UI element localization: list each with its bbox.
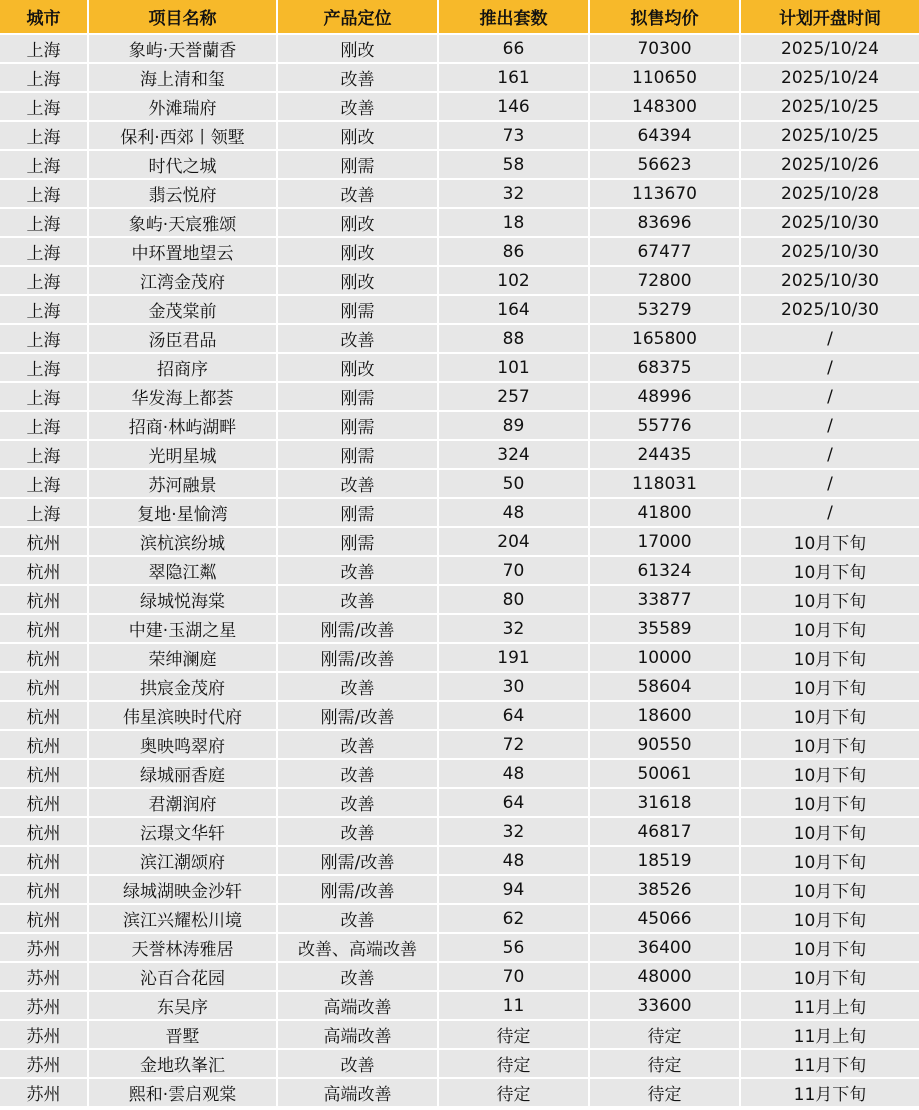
cell-avg-price: 待定: [590, 1079, 741, 1108]
cell-planned-open-date: 10月下旬: [741, 847, 919, 876]
cell-product-positioning: 刚需: [278, 499, 439, 528]
cell-planned-open-date: 10月下旬: [741, 528, 919, 557]
cell-project-name: 江湾金茂府: [89, 267, 278, 296]
cell-city: 上海: [0, 151, 89, 180]
cell-avg-price: 41800: [590, 499, 741, 528]
table-row: [0, 1079, 919, 1108]
cell-product-positioning: 刚需/改善: [278, 702, 439, 731]
header-avg-price: 拟售均价: [590, 0, 741, 35]
cell-units-launched: 204: [439, 528, 590, 557]
cell-planned-open-date: 10月下旬: [741, 557, 919, 586]
cell-units-launched: 50: [439, 470, 590, 499]
cell-avg-price: 148300: [590, 93, 741, 122]
cell-project-name: 天誉林涛雅居: [89, 934, 278, 963]
cell-project-name: 绿城丽香庭: [89, 760, 278, 789]
cell-planned-open-date: 11月下旬: [741, 1050, 919, 1079]
table-row: [0, 1050, 919, 1079]
cell-city: 杭州: [0, 586, 89, 615]
cell-units-launched: 待定: [439, 1021, 590, 1050]
cell-city: 上海: [0, 499, 89, 528]
table-row: [0, 470, 919, 499]
cell-city: 上海: [0, 383, 89, 412]
cell-avg-price: 90550: [590, 731, 741, 760]
cell-project-name: 翡云悦府: [89, 180, 278, 209]
cell-product-positioning: 改善: [278, 963, 439, 992]
table-row: [0, 296, 919, 325]
header-units-launched: 推出套数: [439, 0, 590, 35]
cell-project-name: 汤臣君品: [89, 325, 278, 354]
table-row: [0, 876, 919, 905]
cell-project-name: 金茂棠前: [89, 296, 278, 325]
cell-planned-open-date: 10月下旬: [741, 731, 919, 760]
cell-avg-price: 68375: [590, 354, 741, 383]
cell-project-name: 象屿·天宸雅颂: [89, 209, 278, 238]
cell-units-launched: 32: [439, 818, 590, 847]
cell-project-name: 象屿·天誉蘭香: [89, 35, 278, 64]
cell-planned-open-date: 10月下旬: [741, 789, 919, 818]
header-product-positioning: 产品定位: [278, 0, 439, 35]
cell-project-name: 复地·星愉湾: [89, 499, 278, 528]
cell-avg-price: 36400: [590, 934, 741, 963]
cell-city: 苏州: [0, 1050, 89, 1079]
cell-project-name: 中建·玉湖之星: [89, 615, 278, 644]
cell-units-launched: 70: [439, 963, 590, 992]
cell-planned-open-date: /: [741, 470, 919, 499]
cell-units-launched: 30: [439, 673, 590, 702]
cell-product-positioning: 刚改: [278, 209, 439, 238]
cell-avg-price: 118031: [590, 470, 741, 499]
cell-planned-open-date: /: [741, 441, 919, 470]
cell-avg-price: 48996: [590, 383, 741, 412]
cell-units-launched: 62: [439, 905, 590, 934]
cell-avg-price: 待定: [590, 1021, 741, 1050]
cell-city: 杭州: [0, 731, 89, 760]
cell-product-positioning: 改善: [278, 470, 439, 499]
cell-avg-price: 18519: [590, 847, 741, 876]
cell-product-positioning: 改善: [278, 760, 439, 789]
cell-avg-price: 10000: [590, 644, 741, 673]
cell-planned-open-date: 10月下旬: [741, 760, 919, 789]
cell-units-launched: 324: [439, 441, 590, 470]
cell-city: 苏州: [0, 1021, 89, 1050]
cell-units-launched: 58: [439, 151, 590, 180]
header-city: 城市: [0, 0, 89, 35]
cell-project-name: 金地玖峯汇: [89, 1050, 278, 1079]
cell-city: 杭州: [0, 789, 89, 818]
cell-planned-open-date: /: [741, 354, 919, 383]
cell-units-launched: 80: [439, 586, 590, 615]
cell-planned-open-date: 2025/10/24: [741, 35, 919, 64]
cell-product-positioning: 高端改善: [278, 1079, 439, 1108]
cell-project-name: 中环置地望云: [89, 238, 278, 267]
cell-units-launched: 56: [439, 934, 590, 963]
cell-units-launched: 146: [439, 93, 590, 122]
cell-city: 上海: [0, 209, 89, 238]
cell-units-launched: 48: [439, 499, 590, 528]
cell-product-positioning: 改善: [278, 673, 439, 702]
cell-product-positioning: 改善: [278, 905, 439, 934]
cell-planned-open-date: /: [741, 325, 919, 354]
cell-units-launched: 待定: [439, 1050, 590, 1079]
table-row: [0, 615, 919, 644]
cell-product-positioning: 改善: [278, 1050, 439, 1079]
cell-avg-price: 55776: [590, 412, 741, 441]
cell-units-launched: 161: [439, 64, 590, 93]
cell-product-positioning: 刚改: [278, 267, 439, 296]
cell-units-launched: 102: [439, 267, 590, 296]
cell-product-positioning: 改善: [278, 325, 439, 354]
cell-project-name: 海上清和玺: [89, 64, 278, 93]
cell-project-name: 招商·林屿湖畔: [89, 412, 278, 441]
cell-product-positioning: 改善、高端改善: [278, 934, 439, 963]
table-row: [0, 963, 919, 992]
table-row: [0, 731, 919, 760]
cell-product-positioning: 刚改: [278, 35, 439, 64]
table-row: [0, 122, 919, 151]
cell-units-launched: 48: [439, 847, 590, 876]
cell-avg-price: 61324: [590, 557, 741, 586]
table-row: [0, 35, 919, 64]
cell-avg-price: 83696: [590, 209, 741, 238]
cell-avg-price: 50061: [590, 760, 741, 789]
cell-planned-open-date: 2025/10/25: [741, 93, 919, 122]
cell-planned-open-date: 11月下旬: [741, 1079, 919, 1108]
cell-units-launched: 11: [439, 992, 590, 1021]
cell-planned-open-date: 10月下旬: [741, 934, 919, 963]
table-row: [0, 905, 919, 934]
cell-planned-open-date: 10月下旬: [741, 673, 919, 702]
cell-project-name: 苏河融景: [89, 470, 278, 499]
table-row: [0, 934, 919, 963]
cell-project-name: 滨杭滨纷城: [89, 528, 278, 557]
cell-project-name: 华发海上都荟: [89, 383, 278, 412]
cell-planned-open-date: 2025/10/25: [741, 122, 919, 151]
table-row: [0, 267, 919, 296]
cell-units-launched: 164: [439, 296, 590, 325]
table-row: [0, 209, 919, 238]
cell-avg-price: 46817: [590, 818, 741, 847]
table-row: [0, 93, 919, 122]
cell-product-positioning: 刚需/改善: [278, 876, 439, 905]
table-row: [0, 557, 919, 586]
cell-city: 杭州: [0, 876, 89, 905]
cell-city: 杭州: [0, 905, 89, 934]
cell-avg-price: 72800: [590, 267, 741, 296]
cell-planned-open-date: 11月上旬: [741, 1021, 919, 1050]
cell-units-launched: 73: [439, 122, 590, 151]
cell-avg-price: 58604: [590, 673, 741, 702]
cell-city: 上海: [0, 412, 89, 441]
table-body: [0, 35, 919, 1108]
cell-project-name: 君潮润府: [89, 789, 278, 818]
cell-project-name: 晋墅: [89, 1021, 278, 1050]
cell-avg-price: 53279: [590, 296, 741, 325]
table-header: [0, 0, 919, 35]
cell-product-positioning: 刚需: [278, 412, 439, 441]
cell-city: 上海: [0, 354, 89, 383]
cell-product-positioning: 刚需: [278, 383, 439, 412]
cell-product-positioning: 刚需: [278, 151, 439, 180]
table-row: [0, 180, 919, 209]
cell-avg-price: 48000: [590, 963, 741, 992]
cell-avg-price: 113670: [590, 180, 741, 209]
table-row: [0, 151, 919, 180]
cell-units-launched: 待定: [439, 1079, 590, 1108]
cell-product-positioning: 高端改善: [278, 1021, 439, 1050]
table-row: [0, 441, 919, 470]
cell-product-positioning: 高端改善: [278, 992, 439, 1021]
table-row: [0, 354, 919, 383]
cell-units-launched: 64: [439, 702, 590, 731]
table-row: [0, 644, 919, 673]
cell-product-positioning: 改善: [278, 557, 439, 586]
cell-city: 杭州: [0, 673, 89, 702]
table-row: [0, 789, 919, 818]
cell-city: 苏州: [0, 1079, 89, 1108]
table-row: [0, 325, 919, 354]
cell-city: 上海: [0, 470, 89, 499]
cell-units-launched: 66: [439, 35, 590, 64]
cell-project-name: 翠隐江粼: [89, 557, 278, 586]
cell-planned-open-date: 2025/10/30: [741, 296, 919, 325]
cell-project-name: 绿城悦海棠: [89, 586, 278, 615]
cell-product-positioning: 刚需/改善: [278, 644, 439, 673]
cell-avg-price: 165800: [590, 325, 741, 354]
cell-units-launched: 86: [439, 238, 590, 267]
cell-avg-price: 24435: [590, 441, 741, 470]
cell-avg-price: 56623: [590, 151, 741, 180]
cell-units-launched: 72: [439, 731, 590, 760]
cell-project-name: 沄璟文华轩: [89, 818, 278, 847]
cell-units-launched: 191: [439, 644, 590, 673]
cell-units-launched: 94: [439, 876, 590, 905]
cell-project-name: 光明星城: [89, 441, 278, 470]
cell-avg-price: 33600: [590, 992, 741, 1021]
table-row: [0, 64, 919, 93]
cell-city: 上海: [0, 441, 89, 470]
cell-avg-price: 17000: [590, 528, 741, 557]
cell-city: 上海: [0, 296, 89, 325]
cell-product-positioning: 刚需/改善: [278, 847, 439, 876]
cell-product-positioning: 改善: [278, 93, 439, 122]
cell-planned-open-date: 2025/10/28: [741, 180, 919, 209]
table-row: [0, 992, 919, 1021]
cell-product-positioning: 改善: [278, 586, 439, 615]
cell-planned-open-date: 10月下旬: [741, 818, 919, 847]
cell-project-name: 时代之城: [89, 151, 278, 180]
cell-product-positioning: 刚需: [278, 296, 439, 325]
cell-avg-price: 35589: [590, 615, 741, 644]
cell-avg-price: 待定: [590, 1050, 741, 1079]
cell-avg-price: 31618: [590, 789, 741, 818]
cell-planned-open-date: 2025/10/24: [741, 64, 919, 93]
cell-city: 杭州: [0, 615, 89, 644]
cell-avg-price: 33877: [590, 586, 741, 615]
cell-units-launched: 32: [439, 615, 590, 644]
cell-city: 上海: [0, 238, 89, 267]
cell-city: 杭州: [0, 528, 89, 557]
cell-project-name: 东吴序: [89, 992, 278, 1021]
cell-avg-price: 18600: [590, 702, 741, 731]
cell-project-name: 滨江潮颂府: [89, 847, 278, 876]
cell-city: 苏州: [0, 963, 89, 992]
cell-product-positioning: 改善: [278, 731, 439, 760]
cell-product-positioning: 刚改: [278, 354, 439, 383]
cell-planned-open-date: /: [741, 383, 919, 412]
cell-units-launched: 88: [439, 325, 590, 354]
cell-project-name: 荣绅澜庭: [89, 644, 278, 673]
cell-product-positioning: 刚改: [278, 238, 439, 267]
cell-project-name: 奥映鸣翠府: [89, 731, 278, 760]
cell-product-positioning: 改善: [278, 180, 439, 209]
table-row: [0, 412, 919, 441]
cell-city: 杭州: [0, 702, 89, 731]
cell-city: 杭州: [0, 644, 89, 673]
cell-units-launched: 48: [439, 760, 590, 789]
cell-units-launched: 89: [439, 412, 590, 441]
header-planned-open-date: 计划开盘时间: [741, 0, 919, 35]
cell-planned-open-date: 2025/10/30: [741, 209, 919, 238]
cell-planned-open-date: 10月下旬: [741, 586, 919, 615]
cell-city: 上海: [0, 325, 89, 354]
cell-units-launched: 257: [439, 383, 590, 412]
cell-planned-open-date: 10月下旬: [741, 905, 919, 934]
cell-city: 上海: [0, 267, 89, 296]
cell-product-positioning: 改善: [278, 789, 439, 818]
table-row: [0, 383, 919, 412]
cell-units-launched: 101: [439, 354, 590, 383]
cell-city: 苏州: [0, 992, 89, 1021]
cell-product-positioning: 改善: [278, 818, 439, 847]
cell-planned-open-date: 2025/10/30: [741, 267, 919, 296]
cell-product-positioning: 刚需: [278, 528, 439, 557]
cell-planned-open-date: 10月下旬: [741, 876, 919, 905]
cell-project-name: 招商序: [89, 354, 278, 383]
cell-planned-open-date: 10月下旬: [741, 963, 919, 992]
table-row: [0, 673, 919, 702]
cell-planned-open-date: /: [741, 412, 919, 441]
table-row: [0, 528, 919, 557]
table-row: [0, 1021, 919, 1050]
cell-planned-open-date: 10月下旬: [741, 702, 919, 731]
cell-project-name: 滨江兴耀松川境: [89, 905, 278, 934]
cell-city: 上海: [0, 64, 89, 93]
table-row: [0, 499, 919, 528]
cell-units-launched: 32: [439, 180, 590, 209]
cell-planned-open-date: 2025/10/30: [741, 238, 919, 267]
cell-units-launched: 70: [439, 557, 590, 586]
cell-units-launched: 18: [439, 209, 590, 238]
cell-city: 苏州: [0, 934, 89, 963]
cell-avg-price: 110650: [590, 64, 741, 93]
cell-product-positioning: 刚需/改善: [278, 615, 439, 644]
cell-planned-open-date: 10月下旬: [741, 644, 919, 673]
cell-city: 杭州: [0, 818, 89, 847]
table-row: [0, 760, 919, 789]
header-project-name: 项目名称: [89, 0, 278, 35]
cell-project-name: 外滩瑞府: [89, 93, 278, 122]
cell-planned-open-date: /: [741, 499, 919, 528]
cell-city: 上海: [0, 93, 89, 122]
cell-project-name: 保利·西郊丨领墅: [89, 122, 278, 151]
cell-city: 杭州: [0, 760, 89, 789]
cell-city: 上海: [0, 35, 89, 64]
table-row: [0, 586, 919, 615]
table-row: [0, 702, 919, 731]
cell-city: 上海: [0, 180, 89, 209]
table-row: [0, 818, 919, 847]
cell-planned-open-date: 2025/10/26: [741, 151, 919, 180]
cell-project-name: 伟星滨映时代府: [89, 702, 278, 731]
cell-city: 杭州: [0, 847, 89, 876]
cell-product-positioning: 改善: [278, 64, 439, 93]
cell-avg-price: 38526: [590, 876, 741, 905]
cell-avg-price: 45066: [590, 905, 741, 934]
cell-product-positioning: 刚需: [278, 441, 439, 470]
cell-city: 上海: [0, 122, 89, 151]
cell-planned-open-date: 10月下旬: [741, 615, 919, 644]
cell-project-name: 拱宸金茂府: [89, 673, 278, 702]
cell-city: 杭州: [0, 557, 89, 586]
cell-avg-price: 67477: [590, 238, 741, 267]
cell-avg-price: 64394: [590, 122, 741, 151]
cell-planned-open-date: 11月上旬: [741, 992, 919, 1021]
table-row: [0, 847, 919, 876]
cell-project-name: 绿城湖映金沙轩: [89, 876, 278, 905]
cell-product-positioning: 刚改: [278, 122, 439, 151]
cell-units-launched: 64: [439, 789, 590, 818]
cell-project-name: 沁百合花园: [89, 963, 278, 992]
table-row: [0, 238, 919, 267]
cell-project-name: 熙和·雲启观棠: [89, 1079, 278, 1108]
cell-avg-price: 70300: [590, 35, 741, 64]
